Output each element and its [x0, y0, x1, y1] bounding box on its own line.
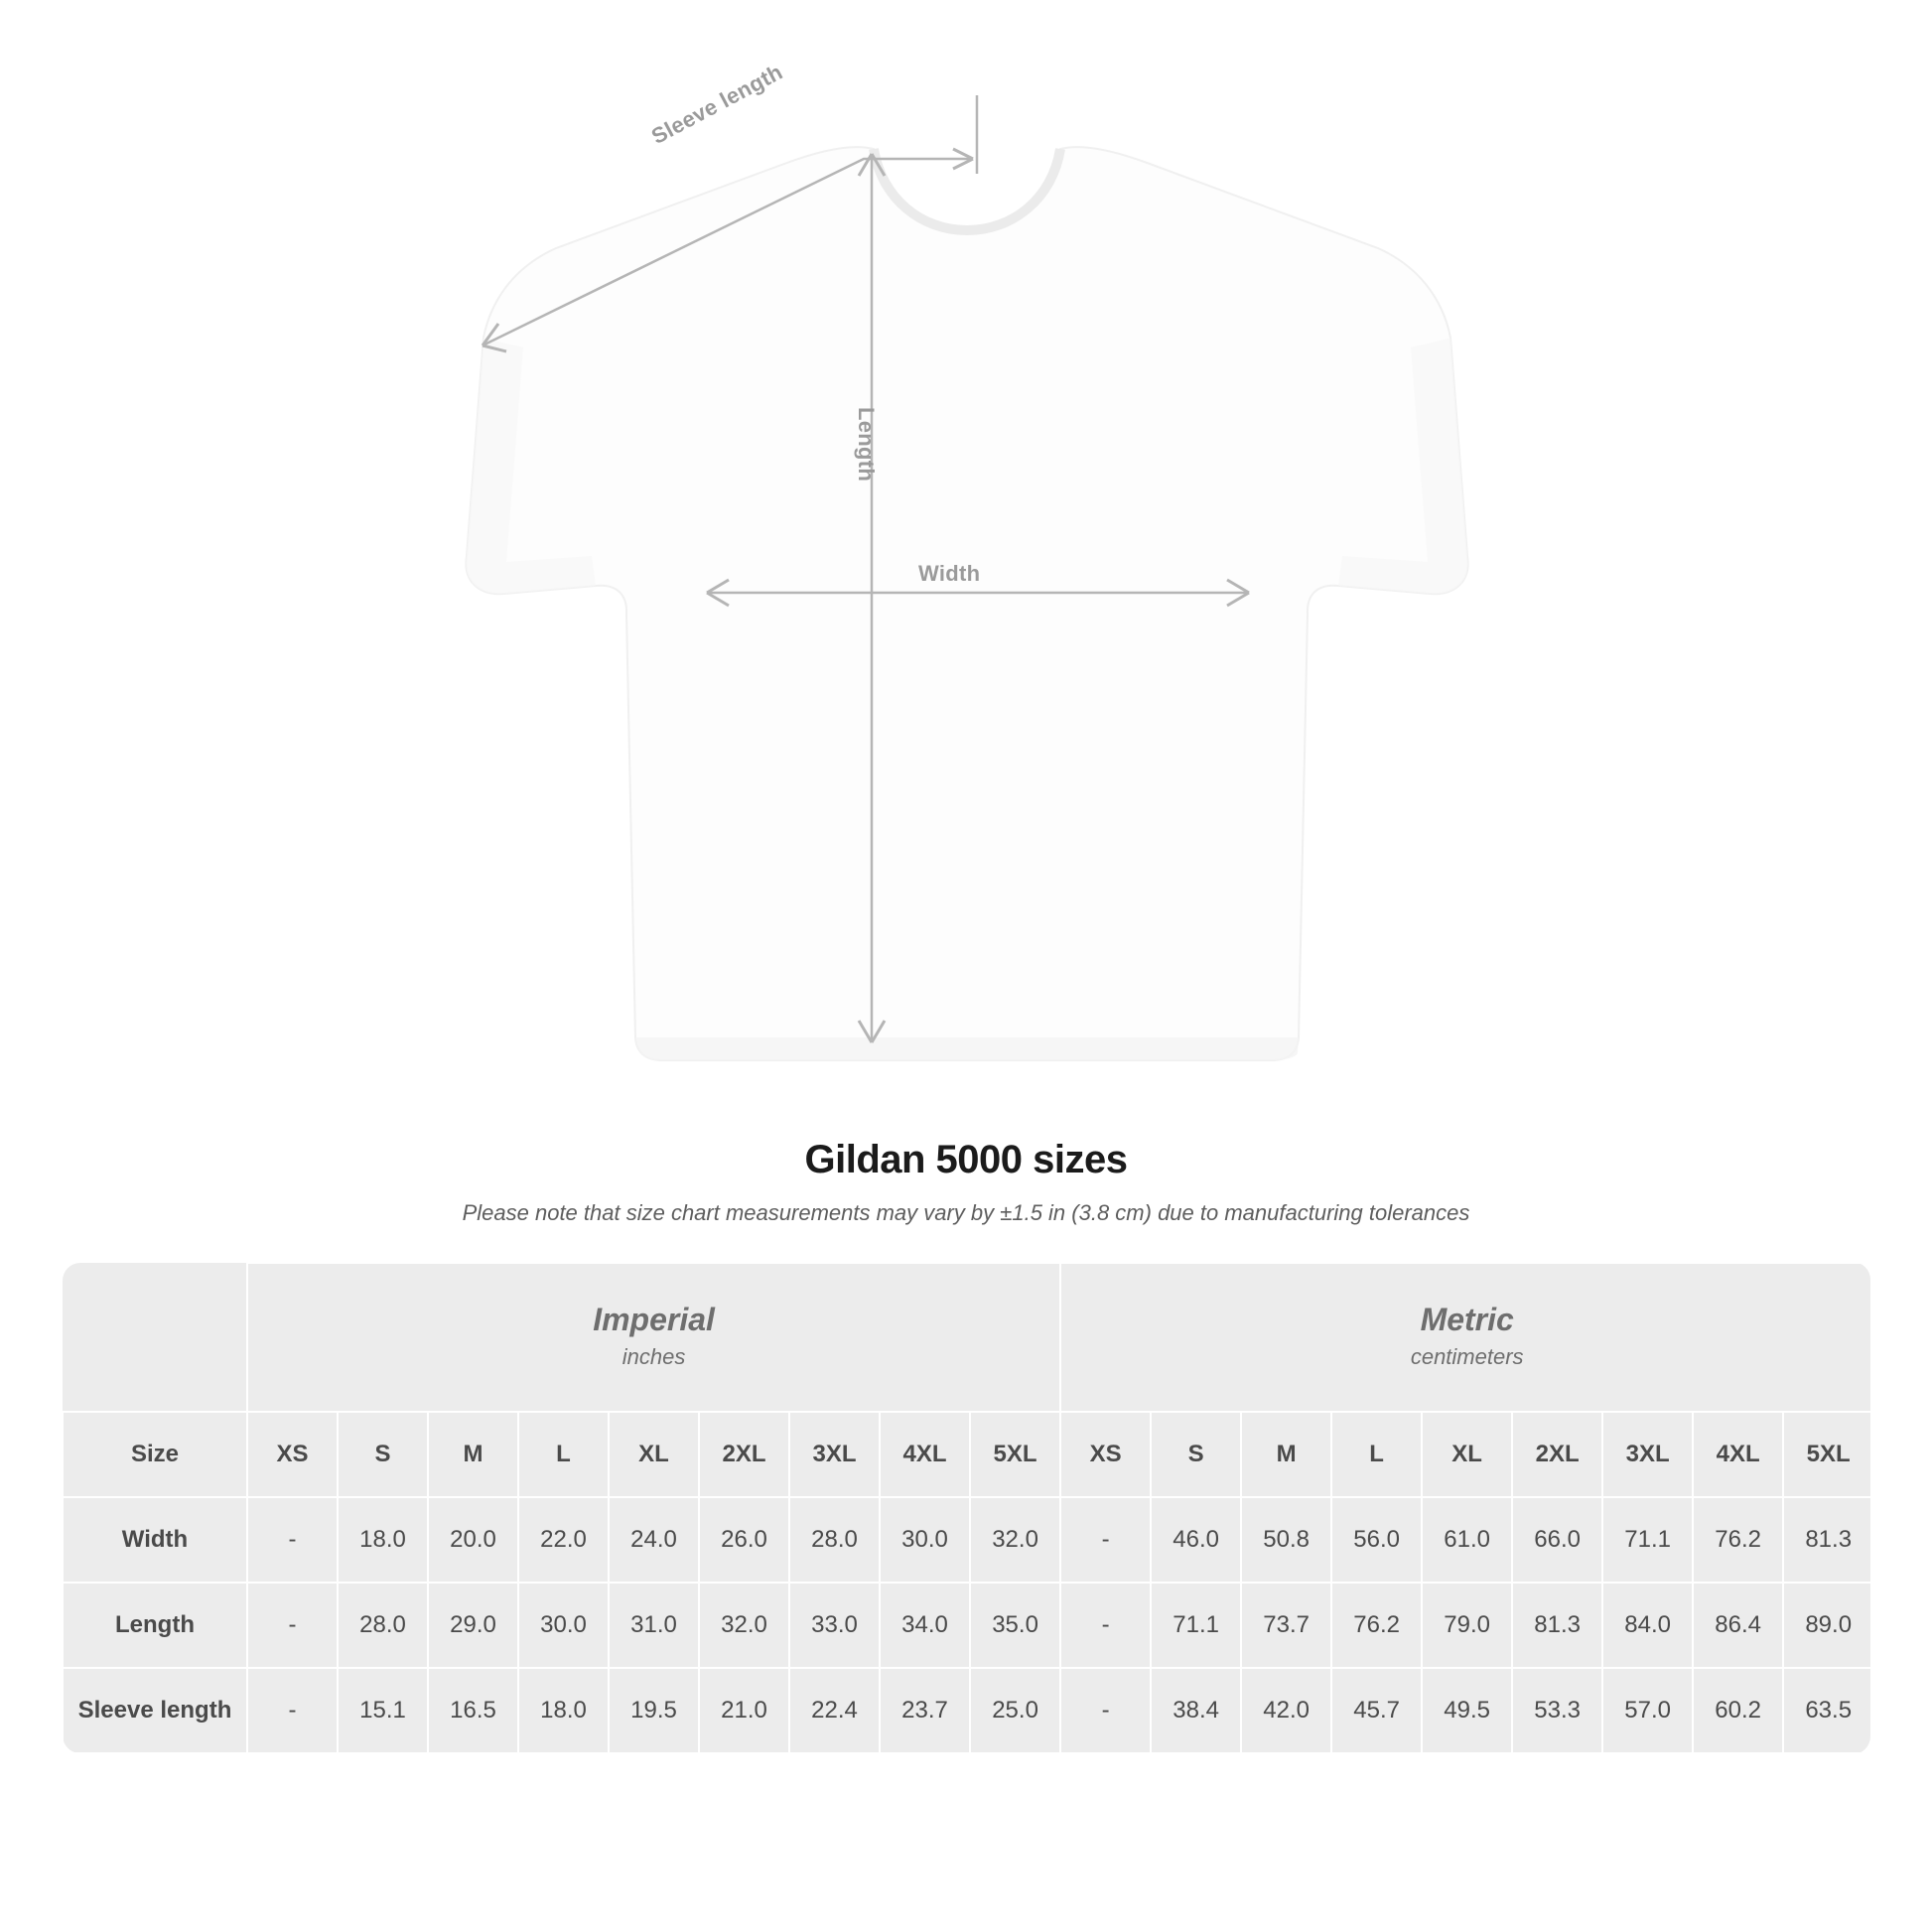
width-label: Width [918, 561, 981, 586]
header-metric-4xl: 4XL [1693, 1412, 1783, 1497]
width-imperial-m: 20.0 [428, 1497, 518, 1583]
length-metric-s: 71.1 [1151, 1583, 1241, 1668]
tshirt-shape [466, 147, 1467, 1060]
sleeve-metric-s: 38.4 [1151, 1668, 1241, 1753]
unit-imperial-sub: inches [621, 1344, 686, 1370]
width-imperial-3xl: 28.0 [789, 1497, 880, 1583]
header-metric-3xl: 3XL [1602, 1412, 1693, 1497]
header-metric-xl: XL [1422, 1412, 1512, 1497]
sleeve-metric-xl: 49.5 [1422, 1668, 1512, 1753]
header-imperial-5xl: 5XL [970, 1412, 1060, 1497]
length-imperial-xs: - [247, 1583, 338, 1668]
unit-imperial-name: Imperial [593, 1302, 715, 1338]
length-imperial-3xl: 33.0 [789, 1583, 880, 1668]
row-label-length: Length [63, 1583, 247, 1668]
length-imperial-m: 29.0 [428, 1583, 518, 1668]
width-imperial-2xl: 26.0 [699, 1497, 789, 1583]
length-imperial-s: 28.0 [338, 1583, 428, 1668]
length-metric-2xl: 81.3 [1512, 1583, 1602, 1668]
title-block [0, 1138, 1932, 1226]
sleeve-metric-xs: - [1060, 1668, 1151, 1753]
row-label-sleeve-length: Sleeve length [63, 1668, 247, 1753]
header-imperial-s: S [338, 1412, 428, 1497]
length-imperial-4xl: 34.0 [880, 1583, 970, 1668]
header-imperial-m: M [428, 1412, 518, 1497]
unit-group-metric [1060, 1263, 1870, 1412]
sleeve-imperial-3xl: 22.4 [789, 1668, 880, 1753]
length-imperial-xl: 31.0 [609, 1583, 699, 1668]
row-label-width: Width [63, 1497, 247, 1583]
sleeve-imperial-2xl: 21.0 [699, 1668, 789, 1753]
unit-metric-name: Metric [1420, 1302, 1514, 1338]
header-metric-s: S [1151, 1412, 1241, 1497]
header-metric-xs: XS [1060, 1412, 1151, 1497]
table-row [63, 1583, 1870, 1668]
header-metric-m: M [1241, 1412, 1331, 1497]
width-imperial-4xl: 30.0 [880, 1497, 970, 1583]
width-imperial-s: 18.0 [338, 1497, 428, 1583]
header-metric-5xl: 5XL [1783, 1412, 1870, 1497]
sleeve-imperial-xs: - [247, 1668, 338, 1753]
width-metric-xl: 61.0 [1422, 1497, 1512, 1583]
width-metric-xs: - [1060, 1497, 1151, 1583]
width-metric-l: 56.0 [1331, 1497, 1422, 1583]
sleeve-length-label: Sleeve length [647, 59, 787, 150]
header-imperial-xl: XL [609, 1412, 699, 1497]
length-label: Length [854, 407, 879, 483]
header-imperial-3xl: 3XL [789, 1412, 880, 1497]
size-header-row [63, 1412, 1870, 1497]
length-metric-l: 76.2 [1331, 1583, 1422, 1668]
sleeve-imperial-4xl: 23.7 [880, 1668, 970, 1753]
unit-metric-sub: centimeters [1410, 1344, 1524, 1370]
sleeve-imperial-m: 16.5 [428, 1668, 518, 1753]
tolerance-note: Please note that size chart measurements may vary by ±1.5 in (3.8 cm) due to manufacturing tolerances [462, 1200, 1470, 1225]
header-imperial-4xl: 4XL [880, 1412, 970, 1497]
sleeve-imperial-xl: 19.5 [609, 1668, 699, 1753]
length-imperial-l: 30.0 [518, 1583, 609, 1668]
header-size: Size [63, 1412, 247, 1497]
width-imperial-l: 22.0 [518, 1497, 609, 1583]
width-metric-m: 50.8 [1241, 1497, 1331, 1583]
table-corner [63, 1263, 247, 1412]
unit-group-imperial [247, 1263, 1060, 1412]
header-metric-2xl: 2XL [1512, 1412, 1602, 1497]
unit-header-row [63, 1263, 1870, 1412]
length-metric-5xl: 89.0 [1783, 1583, 1870, 1668]
sleeve-imperial-s: 15.1 [338, 1668, 428, 1753]
header-metric-l: L [1331, 1412, 1422, 1497]
width-metric-s: 46.0 [1151, 1497, 1241, 1583]
sleeve-imperial-5xl: 25.0 [970, 1668, 1060, 1753]
sleeve-metric-m: 42.0 [1241, 1668, 1331, 1753]
width-metric-3xl: 71.1 [1602, 1497, 1693, 1583]
table-row [63, 1497, 1870, 1583]
sleeve-imperial-l: 18.0 [518, 1668, 609, 1753]
page-title: Gildan 5000 sizes [804, 1138, 1128, 1181]
table-row [63, 1668, 1870, 1753]
width-metric-5xl: 81.3 [1783, 1497, 1870, 1583]
length-metric-4xl: 86.4 [1693, 1583, 1783, 1668]
length-imperial-2xl: 32.0 [699, 1583, 789, 1668]
width-imperial-xl: 24.0 [609, 1497, 699, 1583]
header-imperial-xs: XS [247, 1412, 338, 1497]
width-metric-2xl: 66.0 [1512, 1497, 1602, 1583]
sleeve-metric-5xl: 63.5 [1783, 1668, 1870, 1753]
width-metric-4xl: 76.2 [1693, 1497, 1783, 1583]
header-imperial-l: L [518, 1412, 609, 1497]
width-imperial-5xl: 32.0 [970, 1497, 1060, 1583]
width-imperial-xs: - [247, 1497, 338, 1583]
length-metric-3xl: 84.0 [1602, 1583, 1693, 1668]
sleeve-metric-4xl: 60.2 [1693, 1668, 1783, 1753]
size-table-wrapper [62, 1262, 1870, 1754]
header-imperial-2xl: 2XL [699, 1412, 789, 1497]
length-metric-xs: - [1060, 1583, 1151, 1668]
sleeve-metric-2xl: 53.3 [1512, 1668, 1602, 1753]
length-metric-xl: 79.0 [1422, 1583, 1512, 1668]
sleeve-metric-3xl: 57.0 [1602, 1668, 1693, 1753]
length-imperial-5xl: 35.0 [970, 1583, 1060, 1668]
length-metric-m: 73.7 [1241, 1583, 1331, 1668]
sleeve-metric-l: 45.7 [1331, 1668, 1422, 1753]
size-table [62, 1262, 1870, 1754]
